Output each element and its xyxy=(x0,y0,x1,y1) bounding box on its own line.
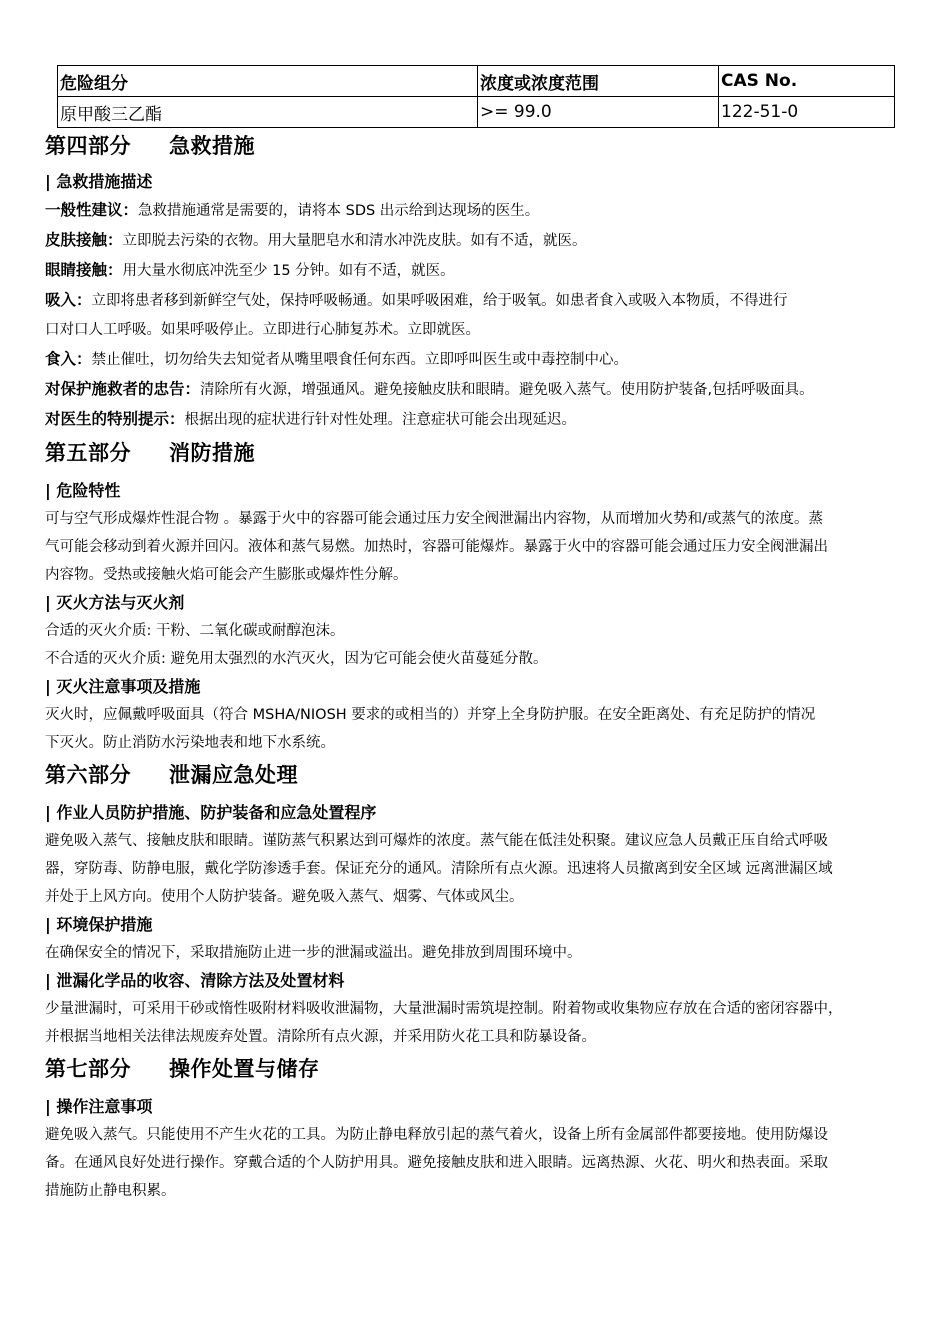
section-number: 第六部分 xyxy=(45,763,131,787)
item-text: 根据出现的症状进行针对性处理。注意症状可能会出现延迟。 xyxy=(184,412,577,428)
paragraph-line: 并处于上风方向。使用个人防护装备。避免吸入蒸气、烟雾、气体或风尘。 xyxy=(45,889,524,905)
first-aid-item xyxy=(45,345,915,375)
paragraph-line: 可与空气形成爆炸性混合物 。暴露于火中的容器可能会通过压力安全阀泄漏出内容物，从而增加火势和/或蒸气的浓度。蒸 xyxy=(45,511,823,527)
section-heading xyxy=(45,128,915,164)
item-label: 皮肤接触： xyxy=(45,231,123,249)
paragraph-line: 少量泄漏时，可采用干砂或惰性吸附材料吸收泄漏物，大量泄漏时需筑堤控制。附着物或收集物应存放在合适的密闭容器中， xyxy=(45,1001,843,1017)
section-title: 消防措施 xyxy=(169,441,255,465)
item-text: 用大量水彻底冲洗至少 15 分钟。如有不适，就医。 xyxy=(122,263,455,279)
section-title: 操作处置与储存 xyxy=(169,1057,320,1081)
section-number: 第四部分 xyxy=(45,134,131,158)
section-heading xyxy=(45,1051,915,1087)
first-aid-item xyxy=(45,375,915,405)
table-cell: >= 99.0 xyxy=(478,97,719,128)
subsection-heading: | 环境保护措施 xyxy=(45,915,153,934)
subsection-heading: | 灭火方法与灭火剂 xyxy=(45,593,185,612)
paragraph-line: 灭火时，应佩戴呼吸面具（符合 MSHA/NIOSH 要求的或相当的）并穿上全身防护服。在安全距离处、有充足防护的情况 xyxy=(45,707,816,723)
paragraph-line: 措施防止静电积累。 xyxy=(45,1183,176,1199)
section-title: 急救措施 xyxy=(169,134,255,158)
paragraph-line: 下灭火。防止消防水污染地表和地下水系统。 xyxy=(45,735,335,751)
subsection-heading: | 急救措施描述 xyxy=(45,172,153,191)
section-title: 泄漏应急处理 xyxy=(169,763,298,787)
first-aid-item xyxy=(45,196,915,226)
item-label: 食入： xyxy=(45,350,92,368)
section-number: 第七部分 xyxy=(45,1057,131,1081)
item-text: 清除所有火源，增强通风。避免接触皮肤和眼睛。避免吸入蒸气。使用防护装备,包括呼吸面具。 xyxy=(200,382,814,398)
first-aid-item xyxy=(45,286,915,316)
table-row xyxy=(58,97,895,128)
paragraph-line: 在确保安全的情况下，采取措施防止进一步的泄漏或溢出。避免排放到周围环境中。 xyxy=(45,945,582,961)
item-text: 禁止催吐，切勿给失去知觉者从嘴里喂食任何东西。立即呼叫医生或中毒控制中心。 xyxy=(91,352,629,368)
paragraph-line: 并根据当地相关法律法规废弃处置。清除所有点火源，并采用防火花工具和防暴设备。 xyxy=(45,1029,596,1045)
item-text: 急救措施通常是需要的，请将本 SDS 出示给到达现场的医生。 xyxy=(138,203,540,219)
paragraph-line: 备。在通风良好处进行操作。穿戴合适的个人防护用具。避免接触皮肤和进入眼睛。远离热源、火花、明火和热表面。采取 xyxy=(45,1155,828,1171)
section-heading xyxy=(45,757,915,793)
first-aid-item xyxy=(45,226,915,256)
subsection-heading: | 泄漏化学品的收容、清除方法及处置材料 xyxy=(45,971,345,990)
item-label: 对保护施救者的忠告： xyxy=(45,380,201,398)
item-label: 眼睛接触： xyxy=(45,261,123,279)
first-aid-item xyxy=(45,405,915,435)
paragraph-line: 合适的灭火介质: 干粉、二氧化碳或耐醇泡沫。 xyxy=(45,623,345,639)
paragraph-line: 避免吸入蒸气。只能使用不产生火花的工具。为防止静电释放引起的蒸气着火，设备上所有金属部件都要接地。使用防爆设 xyxy=(45,1127,828,1143)
paragraph-line: 内容物。受热或接触火焰可能会产生膨胀或爆炸性分解。 xyxy=(45,567,408,583)
table-header-cell: 危险组分 xyxy=(58,66,478,97)
paragraph-line: 避免吸入蒸气、接触皮肤和眼睛。谨防蒸气积累达到可爆炸的浓度。蒸气能在低洼处积聚。建议应急人员戴正压自给式呼吸 xyxy=(45,833,828,849)
item-label: 对医生的特别提示： xyxy=(45,410,185,428)
table-cell: 原甲酸三乙酯 xyxy=(58,97,478,128)
item-label: 吸入： xyxy=(45,291,92,309)
table-header-cell: 浓度或浓度范围 xyxy=(478,66,719,97)
item-label: 一般性建议： xyxy=(45,201,139,219)
paragraph-line: 器，穿防毒、防静电服，戴化学防渗透手套。保证充分的通风。清除所有点火源。迅速将人员撤离到安全区域 远离泄漏区域 xyxy=(45,861,833,877)
section-number: 第五部分 xyxy=(45,441,131,465)
subsection-heading: | 危险特性 xyxy=(45,481,121,500)
table-header-row xyxy=(58,66,895,97)
first-aid-item xyxy=(45,256,915,286)
composition-table xyxy=(57,65,895,128)
document-content xyxy=(45,128,915,1205)
subsection-heading: | 灭火注意事项及措施 xyxy=(45,677,201,696)
paragraph-line: 不合适的灭火介质: 避免用太强烈的水汽灭火，因为它可能会使火苗蔓延分散。 xyxy=(45,651,548,667)
item-text: 立即将患者移到新鲜空气处，保持呼吸畅通。如果呼吸困难，给于吸氧。如患者食入或吸入本物质，不得进行 xyxy=(91,293,788,309)
paragraph-line: 气可能会移动到着火源并回闪。液体和蒸气易燃。加热时，容器可能爆炸。暴露于火中的容器可能会通过压力安全阀泄漏出 xyxy=(45,539,828,555)
section-heading xyxy=(45,435,915,471)
subsection-heading: | 操作注意事项 xyxy=(45,1097,153,1116)
table-header-cell: CAS No. xyxy=(719,66,895,97)
item-text: 立即脱去污染的衣物。用大量肥皂水和清水冲洗皮肤。如有不适，就医。 xyxy=(122,233,587,249)
table-cell: 122-51-0 xyxy=(719,97,895,128)
subsection-heading: | 作业人员防护措施、防护装备和应急处置程序 xyxy=(45,803,377,822)
first-aid-item-continued: 口对口人工呼吸。如果呼吸停止。立即进行心肺复苏术。立即就医。 xyxy=(45,322,480,338)
